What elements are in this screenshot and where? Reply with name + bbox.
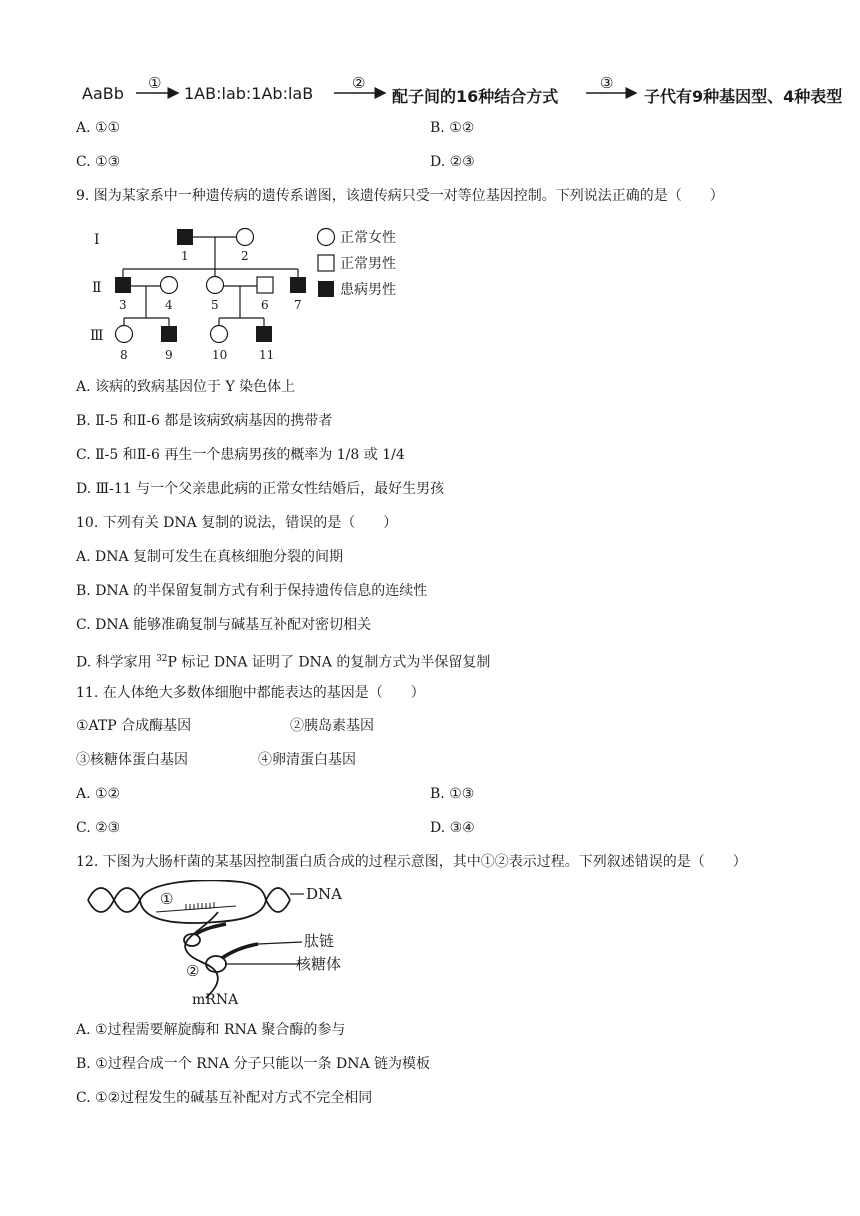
q11-option-d: D. ③④: [430, 820, 475, 836]
individual-5-normal-female: [207, 277, 224, 294]
q9-option-c: C. Ⅱ-5 和Ⅱ-6 再生一个患病男孩的概率为 1/8 或 1/4: [76, 447, 405, 463]
fig-label-2: ②: [186, 962, 200, 980]
q10-option-d: [76, 649, 490, 673]
q9-stem: 9. 图为某家系中一种遗传病的遗传系谱图，该遗传病只受一对等位基因控制。下列说法正确的是（ ）: [76, 188, 724, 204]
individual-6-normal-male: [257, 277, 273, 293]
mrna-strand: [185, 912, 218, 998]
gen-label-1: Ⅰ: [94, 232, 100, 248]
q8-flow-diagram: [0, 76, 860, 112]
flow-step1: ①: [148, 76, 162, 92]
q12-option-b: B. ①过程合成一个 RNA 分子只能以一条 DNA 链为模板: [76, 1056, 431, 1072]
fig-label-dna: DNA: [306, 885, 342, 903]
q11-item-2: ②胰岛素基因: [290, 718, 374, 734]
fig-label-ribosome: 核糖体: [296, 955, 342, 973]
pedigree-chart: [86, 222, 426, 368]
legend-affected-symbol: [318, 281, 334, 297]
flow-gametes: 1AB:lab:1Ab:laB: [184, 84, 314, 103]
q12-option-a: A. ①过程需要解旋酶和 RNA 聚合酶的参与: [76, 1022, 346, 1038]
individual-2-normal-female: [237, 229, 254, 246]
individual-1-affected-male: [177, 229, 193, 245]
fig-label-mrna: mRNA: [192, 992, 239, 1008]
q10-d-sup: 32: [156, 654, 168, 664]
q11-item-4: ④卵清蛋白基因: [258, 752, 356, 768]
pointer-peptide: [258, 942, 302, 944]
individual-3-affected-male: [115, 277, 131, 293]
id-10: 10: [212, 348, 228, 362]
q11-item-1: ①ATP 合成酶基因: [76, 718, 192, 734]
gen-label-2: Ⅱ: [92, 280, 102, 296]
individual-10-normal-female: [211, 326, 228, 343]
dna-bubble-top: [140, 880, 266, 900]
q8-option-d: D. ②③: [430, 154, 475, 170]
legend-male-symbol: [318, 255, 334, 271]
q10-stem: 10. 下列有关 DNA 复制的说法，错误的是（ ）: [76, 515, 398, 531]
transcription-translation-figure: [86, 880, 376, 1010]
id-3: 3: [119, 298, 127, 312]
q9-option-b: B. Ⅱ-5 和Ⅱ-6 都是该病致病基因的携带者: [76, 413, 333, 429]
legend-affected-male: 患病男性: [340, 282, 396, 298]
dna-right-strand-b: [266, 900, 290, 912]
q10-option-a: A. DNA 复制可发生在真核细胞分裂的间期: [76, 549, 344, 565]
id-11: 11: [259, 348, 275, 362]
id-9: 9: [165, 348, 173, 362]
id-5: 5: [211, 298, 219, 312]
legend-normal-male: 正常男性: [340, 256, 396, 272]
q8-option-c: C. ①③: [76, 154, 121, 170]
q11-item-3: ③核糖体蛋白基因: [76, 752, 188, 768]
individual-7-affected-male: [290, 277, 306, 293]
q10-option-b: B. DNA 的半保留复制方式有利于保持遗传信息的连续性: [76, 583, 428, 599]
flow-step2: ②: [352, 76, 366, 92]
q8-option-a: A. ①①: [76, 120, 121, 136]
flow-start: AaBb: [82, 84, 124, 103]
flow-combos: 配子间的16种结合方式: [392, 87, 559, 106]
id-6: 6: [261, 298, 269, 312]
individual-9-affected-male: [161, 326, 177, 342]
q12-option-c: C. ①②过程发生的碱基互补配对方式不完全相同: [76, 1090, 373, 1106]
id-7: 7: [294, 298, 302, 312]
q11-option-b: B. ①③: [430, 786, 475, 802]
fig-label-1: ①: [160, 890, 174, 908]
individual-8-normal-female: [116, 326, 133, 343]
q9-option-a: A. 该病的致病基因位于 Y 染色体上: [76, 379, 296, 395]
flow-step3: ③: [600, 76, 614, 92]
q8-option-b: B. ①②: [430, 120, 475, 136]
flow-result: 子代有9种基因型、4种表型: [644, 87, 843, 106]
individual-11-affected-male: [256, 326, 272, 342]
dna-left-strand-b: [88, 888, 140, 912]
dna-right-strand-a: [266, 888, 290, 900]
q11-stem: 11. 在人体绝大多数体细胞中都能表达的基因是（ ）: [76, 685, 425, 701]
q12-stem: 12. 下图为大肠杆菌的某基因控制蛋白质合成的过程示意图，其中①②表示过程。下列叙述错误的是（ ）: [76, 854, 747, 870]
q10-d-post: P 标记 DNA 证明了 DNA 的复制方式为半保留复制: [167, 654, 491, 671]
fig-label-peptide: 肽链: [304, 932, 335, 950]
id-8: 8: [120, 348, 128, 362]
id-2: 2: [241, 249, 249, 263]
legend-female-symbol: [318, 229, 335, 246]
q11-option-c: C. ②③: [76, 820, 121, 836]
q11-option-a: A. ①②: [76, 786, 121, 802]
id-1: 1: [181, 249, 189, 263]
peptide-chain-2: [222, 944, 258, 958]
legend-normal-female: 正常女性: [340, 230, 396, 246]
gen-label-3: Ⅲ: [90, 328, 104, 344]
q10-option-c: C. DNA 能够准确复制与碱基互补配对密切相关: [76, 617, 372, 633]
q10-d-pre: D. 科学家用: [76, 654, 157, 671]
individual-4-normal-female: [161, 277, 178, 294]
id-4: 4: [165, 298, 173, 312]
q9-option-d: D. Ⅲ-11 与一个父亲患此病的正常女性结婚后，最好生男孩: [76, 481, 445, 497]
